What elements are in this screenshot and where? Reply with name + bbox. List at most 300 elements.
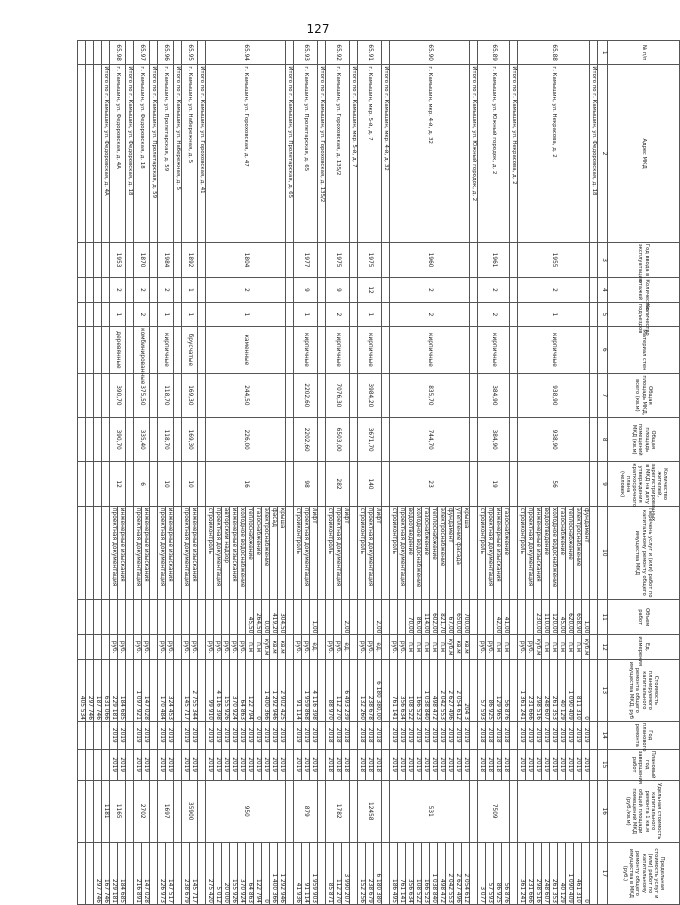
work-item: электроснабжение	[262, 506, 270, 599]
limit-cost-cell: 498 472	[438, 842, 446, 904]
blank-cell	[126, 842, 134, 904]
blank-cell	[150, 749, 158, 780]
blank-cell	[86, 242, 94, 277]
blank-cell	[78, 242, 86, 277]
header-row	[608, 41, 680, 905]
address-cell: г. Камышин, ул. Гороховская, д. 47	[206, 65, 286, 242]
blank-cell	[198, 242, 206, 277]
column-header: Плановый год завершения работ	[608, 749, 680, 780]
year-cell: 1870	[134, 242, 150, 277]
year-end-cell: 2019	[446, 749, 454, 780]
cost-cell: 99 910	[206, 659, 214, 721]
blank-cell	[102, 506, 110, 599]
table-row	[142, 41, 150, 905]
blank-cell	[102, 373, 110, 417]
year-end-cell: 2018	[374, 749, 382, 780]
year-end-cell: 2019	[422, 749, 430, 780]
volume-cell	[302, 599, 310, 634]
specific-cost-cell: 35900	[182, 780, 198, 842]
year-cell: 1955	[518, 242, 590, 277]
blank-cell	[382, 635, 390, 659]
blank-cell	[318, 462, 326, 506]
blank-cell	[382, 721, 390, 749]
blank-cell	[350, 635, 358, 659]
limit-cost-cell: 112 270	[334, 842, 342, 904]
blank-cell	[510, 242, 518, 277]
blank-cell	[286, 418, 294, 462]
cost-cell: 204 3	[462, 659, 470, 721]
unit-cell: руб.	[238, 635, 246, 659]
area-rooms-cell: 335,40	[134, 418, 150, 462]
total-row	[510, 41, 518, 905]
blank-cell	[86, 41, 94, 65]
year-cell: 1975	[358, 242, 382, 277]
work-item: теплоснабжение	[246, 506, 254, 599]
entrances-cell: 1	[182, 302, 198, 326]
blank-cell	[382, 327, 390, 374]
address-cell: г. Камышин, мкр. 5-й, д. 7	[358, 65, 382, 242]
work-item: стройконтроль	[206, 506, 214, 599]
unit-cell: руб.	[478, 635, 486, 659]
column-number: 1	[598, 41, 608, 65]
cost-cell: 1 292 946	[270, 659, 278, 721]
blank-cell	[198, 599, 206, 634]
blank-cell	[318, 721, 326, 749]
address-cell: г. Камышин, ул. Пролетарская, д. 59	[158, 65, 174, 242]
floors-cell: 2	[158, 278, 174, 302]
blank-cell	[318, 41, 326, 65]
blank-cell	[510, 780, 518, 842]
blank-cell	[470, 327, 478, 374]
column-header: Ед. измерения	[608, 635, 680, 659]
cost-cell: 4 116 398	[214, 659, 222, 721]
cost-cell: 2 054 612	[454, 659, 462, 721]
blank-cell	[286, 373, 294, 417]
limit-cost-cell: 184 685	[118, 842, 126, 904]
unit-cell: куб.м	[582, 635, 590, 659]
column-number: 2	[598, 65, 608, 242]
volume-cell	[358, 599, 366, 634]
limit-cost-cell: 261 353	[550, 842, 558, 904]
blank-cell	[198, 302, 206, 326]
blank-cell	[198, 278, 206, 302]
blank-cell	[198, 373, 206, 417]
volume-cell	[230, 599, 238, 634]
volume-cell: 658,90	[574, 599, 582, 634]
column-number: 11	[598, 599, 608, 634]
limit-cost-cell	[78, 842, 86, 904]
blank-cell	[150, 506, 158, 599]
volume-cell	[398, 599, 406, 634]
row-number: 65.95	[182, 41, 198, 65]
row-number: 65.90	[390, 41, 470, 65]
year-end-cell: 2019	[182, 749, 190, 780]
blank-cell	[286, 599, 294, 634]
cost-cell: 91 114	[294, 659, 302, 721]
blank-cell	[590, 41, 598, 65]
total-label: Итого по г. Камышин, мкр. 4-й, д. 32	[382, 65, 390, 242]
total-label: Итого по г. Камышин, ул. Пролетарская, д. 65	[286, 65, 294, 242]
blank-cell	[318, 749, 326, 780]
specific-cost-cell: 950	[206, 780, 286, 842]
blank-cell	[174, 659, 182, 721]
column-header: Общая площадь МКД, всего (кв.м)	[608, 373, 680, 417]
floors-cell: 2	[134, 278, 150, 302]
blank-cell	[470, 635, 478, 659]
work-item: инженерные изыскания	[118, 506, 126, 599]
blank-cell	[286, 278, 294, 302]
blank-cell	[470, 659, 478, 721]
limit-cost-cell: 229 181	[110, 842, 118, 904]
blank-cell	[174, 278, 182, 302]
year-end-cell: 2019	[430, 749, 438, 780]
residents-cell: 10	[182, 462, 198, 506]
blank-cell	[350, 599, 358, 634]
unit-cell: руб.	[334, 635, 342, 659]
volume-cell: 1,00	[582, 599, 590, 634]
work-item: стройконтроль	[478, 506, 486, 599]
unit-cell: куб.м	[446, 635, 454, 659]
blank-cell	[510, 302, 518, 326]
blank-cell	[102, 327, 110, 374]
unit-cell: руб.	[486, 635, 494, 659]
work-item: стройконтроль	[294, 506, 302, 599]
volume-cell	[190, 599, 198, 634]
blank-cell	[174, 635, 182, 659]
table-row	[502, 41, 510, 905]
blank-cell	[86, 302, 94, 326]
cost-cell: 166 523	[414, 659, 422, 721]
specific-cost-cell	[86, 780, 94, 842]
blank-cell	[94, 242, 102, 277]
year-end-cell: 2019	[158, 749, 166, 780]
year-end-cell: 2019	[270, 749, 278, 780]
year-cell: 1960	[390, 242, 470, 277]
area-total-cell: 835,70	[390, 373, 470, 417]
volume-cell: 419,20	[270, 599, 278, 634]
cost-cell: 1 400 366	[262, 659, 270, 721]
table-row	[190, 41, 198, 905]
column-header: № п/п	[608, 41, 680, 65]
total-row	[470, 41, 478, 905]
year-plan-cell: 2019	[206, 721, 214, 749]
year-end-cell: 2019	[110, 749, 118, 780]
year-end-cell: 2019	[574, 749, 582, 780]
volume-cell	[526, 599, 534, 634]
cost-cell: 1 361 241	[518, 659, 526, 721]
volume-cell	[478, 599, 486, 634]
material-cell: брусчатые	[182, 327, 198, 374]
blank-cell	[86, 327, 94, 374]
cost-cell: 155 926	[222, 659, 230, 721]
blank-cell	[126, 506, 134, 599]
year-plan-cell: 2018	[486, 721, 494, 749]
work-item: водоотведение	[542, 506, 550, 599]
work-item: фасад	[270, 506, 278, 599]
work-item: инженерные изыскания	[190, 506, 198, 599]
blank-cell	[318, 302, 326, 326]
total-row	[590, 41, 598, 905]
limit-cost-cell: 761 141	[398, 842, 406, 904]
blank-cell	[94, 721, 102, 749]
blank-cell	[198, 41, 206, 65]
volume-cell: 0,00	[262, 599, 270, 634]
year-end-cell: 2018	[494, 749, 502, 780]
blank-cell	[174, 41, 182, 65]
year-plan-cell: 2018	[374, 721, 382, 749]
row-number: 65.91	[358, 41, 382, 65]
blank-cell	[350, 327, 358, 374]
cost-cell: 2 627 496	[446, 659, 454, 721]
specific-cost-cell: 12458	[358, 780, 382, 842]
volume-cell	[294, 599, 302, 634]
specific-cost-cell: 1165	[110, 780, 126, 842]
unit-cell: руб.	[118, 635, 126, 659]
address-cell: г. Камышин, ул. Южный городок, д. 2	[478, 65, 510, 242]
year-plan-cell: 2019	[526, 721, 534, 749]
column-number: 13	[598, 659, 608, 721]
year-end-cell: 2018	[334, 749, 342, 780]
blank-cell	[470, 780, 478, 842]
blank-cell	[174, 462, 182, 506]
volume-cell: 304,50	[278, 599, 286, 634]
year-end-cell: 2019	[206, 749, 214, 780]
year-end-cell: 2018	[502, 749, 510, 780]
floors-cell: 2	[110, 278, 126, 302]
volume-cell: 110,00	[542, 599, 550, 634]
blank-cell	[94, 373, 102, 417]
blank-cell	[86, 418, 94, 462]
year-plan-cell: 2019	[270, 721, 278, 749]
year-cell: 1984	[158, 242, 174, 277]
blank-cell	[318, 278, 326, 302]
work-item: стройконтроль	[326, 506, 334, 599]
year-cell: 1975	[326, 242, 350, 277]
column-header: Количество жителей, зарегистрированных в МКД на дату утверждения краткосрочного плана (человек)	[608, 462, 680, 506]
cost-cell: 132 260	[358, 659, 366, 721]
year-plan-cell: 2019	[238, 721, 246, 749]
total-label: Итого по г. Камышин, ул. Гороховская, д. 135/2	[318, 65, 326, 242]
volume-cell: 230,00	[534, 599, 542, 634]
limit-cost-cell: 1 090 409	[566, 842, 574, 904]
blank-cell	[126, 373, 134, 417]
work-item: проектная документация	[334, 506, 342, 599]
blank-cell	[510, 418, 518, 462]
work-item: утепление фасада	[454, 506, 462, 599]
year-end-cell: 2018	[342, 749, 350, 780]
total-label	[86, 65, 94, 242]
work-item: водоотведение	[406, 506, 414, 599]
cost-cell: 356 634	[398, 659, 406, 721]
limit-cost-cell: 145 717	[190, 842, 198, 904]
limit-cost-cell	[86, 842, 94, 904]
limit-cost-cell: 248 607	[542, 842, 550, 904]
year-end-cell: 2019	[238, 749, 246, 780]
blank-cell	[78, 327, 86, 374]
work-item: инженерные изыскания	[494, 506, 502, 599]
blank-cell	[286, 462, 294, 506]
unit-cell: п.м	[430, 635, 438, 659]
volume-cell: 45,00	[558, 599, 566, 634]
year-end-cell: 2019	[254, 749, 262, 780]
work-item: лифт	[374, 506, 382, 599]
unit-cell: руб.	[526, 635, 534, 659]
year-end-cell: 2018	[358, 749, 366, 780]
year-cell: 1953	[110, 242, 126, 277]
work-item: теплоснабжение	[430, 506, 438, 599]
blank-cell	[126, 462, 134, 506]
table-row	[94, 41, 102, 905]
total-label	[94, 65, 102, 242]
area-total-cell: 7076,30	[326, 373, 350, 417]
blank-cell	[590, 373, 598, 417]
specific-cost-cell	[518, 780, 590, 842]
table-row	[102, 41, 110, 905]
blank-cell	[318, 373, 326, 417]
volume-cell	[206, 599, 214, 634]
year-plan-cell: 2019	[214, 721, 222, 749]
blank-cell	[350, 659, 358, 721]
volume-cell: 120,00	[550, 599, 558, 634]
blank-cell	[94, 462, 102, 506]
specific-cost-cell: 1782	[326, 780, 350, 842]
cost-cell: 1 959 868	[302, 659, 310, 721]
cost-cell: 229 181	[110, 659, 118, 721]
rotated-register-page	[80, 40, 680, 905]
blank-cell	[126, 302, 134, 326]
blank-cell	[350, 506, 358, 599]
address-cell: г. Камышин, ул. Федоровская, д. 4А	[110, 65, 126, 242]
year-plan-cell: 2019	[430, 721, 438, 749]
work-item: авторский надзор	[222, 506, 230, 599]
entrances-cell: 2	[478, 302, 510, 326]
blank-cell	[510, 327, 518, 374]
volume-cell: 264,50	[254, 599, 262, 634]
blank-cell	[102, 462, 110, 506]
limit-cost-cell: 1 038 840	[430, 842, 438, 904]
blank-cell	[102, 242, 110, 277]
column-number: 15	[598, 749, 608, 780]
area-rooms-cell: 384,90	[478, 418, 510, 462]
cost-cell: 238 678	[366, 659, 374, 721]
column-header: Количество подъездов	[608, 302, 680, 326]
volume-cell: 70,00	[406, 599, 414, 634]
blank-cell	[150, 721, 158, 749]
year-end-cell: 2019	[518, 749, 526, 780]
blank-cell	[94, 418, 102, 462]
work-item: фундамент	[446, 506, 454, 599]
entrances-cell: 1	[206, 302, 286, 326]
blank-cell	[174, 506, 182, 599]
year-end-cell: 2019	[310, 749, 318, 780]
cost-cell: 122 794	[246, 659, 254, 721]
year-plan-cell: 2018	[358, 721, 366, 749]
blank-cell	[590, 635, 598, 659]
limit-cost-cell: 122 794	[254, 842, 262, 904]
blank-cell	[590, 242, 598, 277]
year-plan-cell: 2019	[262, 721, 270, 749]
blank-cell	[86, 373, 94, 417]
volume-cell	[326, 599, 334, 634]
blank-cell	[286, 506, 294, 599]
volume-cell	[118, 599, 126, 634]
blank-cell	[382, 373, 390, 417]
unit-cell: руб.	[230, 635, 238, 659]
blank-cell	[470, 462, 478, 506]
blank-cell	[382, 462, 390, 506]
cost-cell: 2 042 553	[438, 659, 446, 721]
cost-cell: 57 593	[478, 659, 486, 721]
limit-cost-cell: 155 926	[230, 842, 238, 904]
column-number: 10	[598, 506, 608, 599]
column-header: Адрес МКД	[608, 65, 680, 242]
entrances-cell: 2	[134, 302, 150, 326]
blank-cell	[198, 327, 206, 374]
work-item: проектная документация	[182, 506, 190, 599]
entrances-cell: 1	[518, 302, 590, 326]
residents-cell: 98	[294, 462, 318, 506]
year-end-cell: 2019	[582, 749, 590, 780]
material-cell: кирпичные	[478, 327, 510, 374]
blank-cell	[382, 302, 390, 326]
total-label	[78, 65, 86, 242]
column-number: 12	[598, 635, 608, 659]
year-end-cell: 2019	[462, 749, 470, 780]
limit-cost-cell: 238 679	[366, 842, 374, 904]
cost-cell: 129 965	[494, 659, 502, 721]
floors-cell: 1	[182, 278, 198, 302]
work-item: газоснабжение	[422, 506, 430, 599]
row-number: 65.89	[478, 41, 510, 65]
unit-cell: п.м	[422, 635, 430, 659]
row-number: 65.94	[206, 41, 286, 65]
unit-cell: руб.	[158, 635, 166, 659]
blank-cell	[198, 506, 206, 599]
blank-cell	[126, 418, 134, 462]
residents-cell: 140	[358, 462, 382, 506]
year-end-cell: 2019	[398, 749, 406, 780]
blank-cell	[150, 242, 158, 277]
floors-cell: 2	[478, 278, 510, 302]
blank-cell	[78, 749, 86, 780]
unit-cell: руб.	[182, 635, 190, 659]
blank-cell	[174, 780, 182, 842]
cost-cell: 248 607	[542, 659, 550, 721]
cost-cell: 1 097 921	[134, 659, 142, 721]
blank-cell	[126, 749, 134, 780]
blank-cell	[126, 278, 134, 302]
blank-cell	[150, 635, 158, 659]
area-rooms-cell: 226,00	[206, 418, 286, 462]
blank-cell	[150, 302, 158, 326]
unit-cell: п.м	[438, 635, 446, 659]
area-rooms-cell: 938,90	[518, 418, 590, 462]
table-row	[166, 41, 174, 905]
work-item: стройконтроль	[390, 506, 398, 599]
area-total-cell: 938,90	[518, 373, 590, 417]
floors-cell: 2	[206, 278, 286, 302]
cost-cell: 498 472	[430, 659, 438, 721]
cost-cell: 1 090 409	[566, 659, 574, 721]
volume-cell: 2,00	[374, 599, 382, 634]
blank-cell	[86, 749, 94, 780]
blank-cell	[174, 599, 182, 634]
blank-cell	[150, 599, 158, 634]
volume-cell: 114,00	[422, 599, 430, 634]
blank-cell	[150, 659, 158, 721]
blank-cell	[78, 462, 86, 506]
limit-cost-cell: 3 077	[478, 842, 486, 904]
